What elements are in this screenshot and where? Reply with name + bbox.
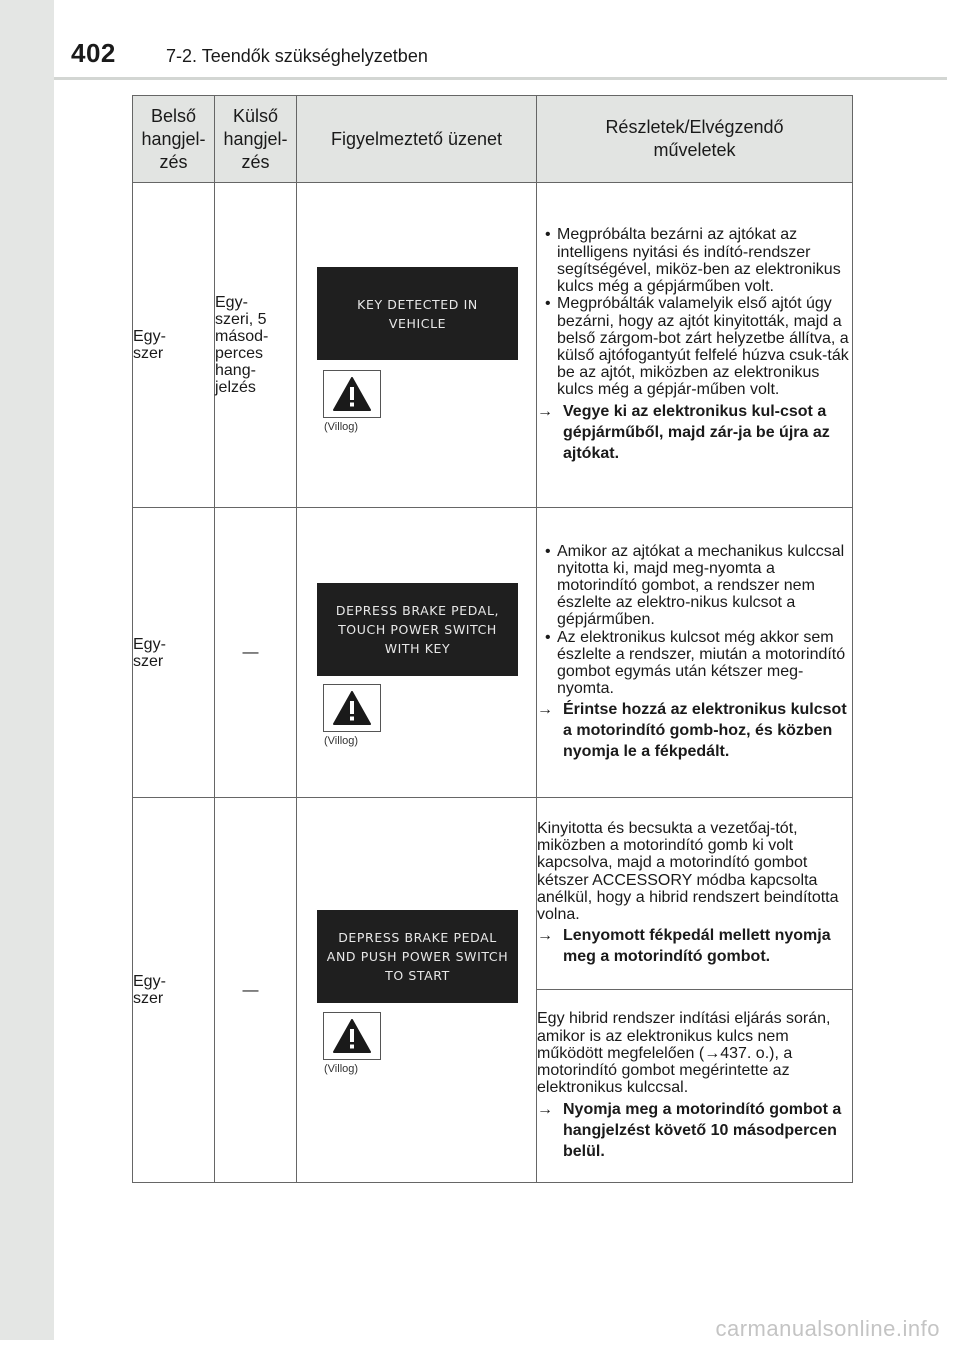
table-row xyxy=(133,508,853,798)
arrow-right-icon: → xyxy=(537,1100,553,1118)
multi-information-display: DEPRESS BRAKE PEDAL, TOUCH POWER SWITCH WITH KEY xyxy=(317,583,518,676)
list-item: • Megpróbálta bezárni az ajtókat az intelligens nyitási és indító-rendszer segítségével, miköz-ben az elektronikus kulcs még a gépjárműben volt. xyxy=(537,226,852,295)
list-item: • Megpróbálták valamelyik első ajtót úgy bezárni, hogy az ajtót kinyitották, majd a belső zárgom-bot zárt helyzetbe állítva, a külső ajtófogantyút felfelé húzva csuk-ták be az ajtót, miközben az elektronikus kulcs még a gépjár-műben volt. xyxy=(537,295,852,398)
header-details: Részletek/Elvégzendő műveletek xyxy=(537,96,853,183)
header-warning-message: Figyelmeztető üzenet xyxy=(297,96,537,183)
list-item: • Amikor az ajtókat a mechanikus kulccsal nyitotta ki, majd meg-nyomta a motorindító gombot, a rendszer nem észlelte az elektro-nikus kulcsot a gépjárműben. xyxy=(537,543,852,629)
header-internal-chime: Belső hangjel- zés xyxy=(133,96,215,183)
action-text: → Lenyomott fékpedál mellett nyomja meg a motorindító gombot. xyxy=(537,927,831,966)
section-title: 7-2. Teendők szükséghelyzetben xyxy=(166,46,428,66)
row1-details xyxy=(537,183,853,508)
warning-light-icon xyxy=(323,684,381,732)
row3-details-a xyxy=(537,798,853,990)
row3-details-b xyxy=(537,990,853,1183)
arrow-right-icon: → xyxy=(537,402,553,420)
row1-internal-chime: Egy- szer xyxy=(133,183,215,508)
row2-details xyxy=(537,508,853,798)
arrow-right-icon: → xyxy=(537,701,553,719)
watermark: carmanualsonline.info xyxy=(715,1316,940,1341)
row3-warning-message xyxy=(297,798,537,1183)
flash-label: (Villog) xyxy=(324,735,359,747)
warning-light-icon xyxy=(323,1012,381,1060)
row1-warning-message xyxy=(297,183,537,508)
table-row xyxy=(133,798,853,990)
detail-text: Kinyitotta és becsukta a vezetőaj-tót, miközben a motorindító gomb ki volt kapcsolva, majd a motorindító gombot kétszer ACCESSORY módba kapcsolta anélkül, hogy a hibrid rendszert beindította volna. xyxy=(537,819,839,923)
row3-internal-chime: Egy- szer xyxy=(133,798,215,1183)
action-text: → Vegye ki az elektronikus kul-csot a gépjárműből, majd zár-ja be újra az ajtókat. xyxy=(537,402,830,462)
header-external-buzzer: Külső hangjel- zés xyxy=(215,96,297,183)
row1-external-buzzer: Egy- szeri, 5 másod- perces hang- jelzés xyxy=(215,183,297,508)
header-rule xyxy=(54,77,947,80)
list-item: • Az elektronikus kulcsot még akkor sem észlelte a rendszer, miután a motorindító gombot egymás után kétszer meg-nyomta. xyxy=(537,629,852,698)
action-text: → Érintse hozzá az elektronikus kulcsot a motorindító gomb-hoz, és közben nyomja le a fékpedált. xyxy=(537,701,847,761)
row3-external-buzzer: — xyxy=(215,798,297,1183)
table-row xyxy=(133,183,853,508)
arrow-right-icon: → xyxy=(537,927,553,945)
multi-information-display: DEPRESS BRAKE PEDAL AND PUSH POWER SWITCH TO START xyxy=(317,910,518,1003)
row2-warning-message xyxy=(297,508,537,798)
row2-internal-chime: Egy- szer xyxy=(133,508,215,798)
detail-text: Egy hibrid rendszer indítási eljárás során, amikor is az elektronikus kulcs nem működött megfelelően (→437. o.), a motorindító gombot megérintette az elektronikus kulccsal. xyxy=(537,1010,831,1097)
flash-label: (Villog) xyxy=(324,421,359,433)
row2-external-buzzer: — xyxy=(215,508,297,798)
table-header-row xyxy=(133,96,853,183)
side-strip xyxy=(0,0,54,1340)
flash-label: (Villog) xyxy=(324,1063,359,1075)
multi-information-display: KEY DETECTED IN VEHICLE xyxy=(317,267,518,360)
action-text: → Nyomja meg a motorindító gombot a hangjelzést követő 10 másodpercen belül. xyxy=(537,1100,842,1160)
warning-table xyxy=(132,95,853,1183)
warning-light-icon xyxy=(323,370,381,418)
page-number: 402 xyxy=(71,38,116,68)
